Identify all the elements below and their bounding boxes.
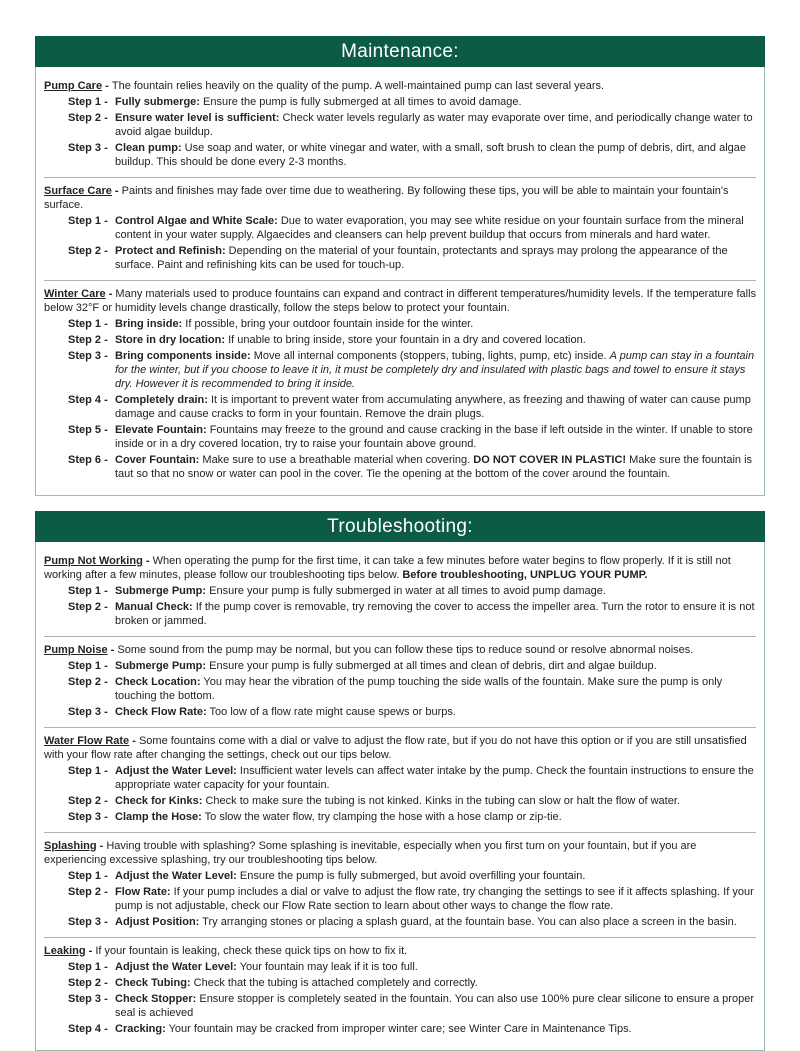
step-text	[115, 317, 756, 331]
step-label: Step 3 -	[68, 350, 108, 362]
group-surface-care	[44, 184, 756, 272]
group-intro	[44, 79, 756, 93]
step-label: Step 3 -	[68, 916, 108, 928]
group-divider	[44, 727, 756, 728]
step-desc: Check water levels regularly as water may evaporate over time, and periodically change water to avoid algae buildup.	[115, 112, 753, 138]
group-heading: Water Flow Rate	[44, 735, 130, 747]
section-title: Maintenance:	[341, 40, 459, 62]
step-label: Step 2 -	[68, 334, 108, 346]
group-leaking	[44, 944, 756, 1036]
step-title: Adjust the Water Level:	[115, 961, 237, 973]
group-divider	[44, 937, 756, 938]
step-desc: Depending on the material of your fountain, protectants and sprays may prolong the appearance of the surface. Paint and refinishing kits can be used for touch-up.	[115, 245, 728, 271]
step-label: Step 2 -	[68, 795, 108, 807]
step-label: Step 2 -	[68, 601, 108, 613]
group-intro	[44, 643, 756, 657]
group-intro	[44, 944, 756, 958]
step-desc: Your fountain may leak if it is too full.	[236, 961, 418, 973]
step-title: Check Location:	[115, 676, 201, 688]
step-title: Cover Fountain:	[115, 454, 200, 466]
step-text	[115, 976, 756, 990]
step-row	[44, 600, 756, 628]
section-title: Troubleshooting:	[327, 515, 473, 537]
step-desc: Move all internal components (stoppers, tubing, lights, pump, etc) inside.	[250, 350, 610, 362]
step-text	[115, 141, 756, 169]
step-label: Step 2 -	[68, 112, 108, 124]
step-desc: Ensure your pump is fully submerged in water at all times to avoid pump damage.	[206, 585, 606, 597]
step-row	[44, 764, 756, 792]
step-row	[44, 705, 756, 719]
step-title: Bring components inside:	[115, 350, 251, 362]
step-title: Store in dry location:	[115, 334, 226, 346]
group-divider	[44, 177, 756, 178]
step-label: Step 1 -	[68, 660, 108, 672]
step-desc: Ensure your pump is fully submerged at all times and clean of debris, dirt and algae buildup.	[206, 660, 657, 672]
step-label: Step 6 -	[68, 454, 108, 466]
step-text	[115, 675, 756, 703]
group-pump-care	[44, 79, 756, 169]
dash-separator: -	[105, 288, 116, 300]
step-text	[115, 705, 756, 719]
maintenance-section	[35, 36, 765, 496]
group-intro	[44, 287, 756, 315]
step-text	[115, 111, 756, 139]
dash-separator: -	[85, 945, 96, 957]
step-title: Submerge Pump:	[115, 660, 207, 672]
group-divider	[44, 636, 756, 637]
group-intro-text: The fountain relies heavily on the quality of the pump. A well-maintained pump can last several years.	[111, 80, 605, 92]
step-label: Step 4 -	[68, 394, 108, 406]
step-desc: Fountains may freeze to the ground and cause cracking in the base if left outside in the winter. If unable to store inside or in a dry covered location, try to raise your fountain above ground.	[115, 424, 753, 450]
step-desc: Insufficient water levels can affect water intake by the pump. Check the fountain instructions to ensure the appropriate water capacity for your fountain.	[115, 765, 754, 791]
step-desc: You may hear the vibration of the pump touching the side walls of the fountain. Make sure the pump is only touching the bottom.	[115, 676, 723, 702]
step-title: Check Flow Rate:	[115, 706, 207, 718]
step-title: Check Stopper:	[115, 993, 197, 1005]
step-label: Step 3 -	[68, 993, 108, 1005]
step-title: Manual Check:	[115, 601, 193, 613]
dash-separator: -	[96, 840, 107, 852]
step-row	[44, 95, 756, 109]
step-text	[115, 423, 756, 451]
step-row	[44, 349, 756, 391]
step-row	[44, 675, 756, 703]
step-desc: Due to water evaporation, you may see white residue on your fountain surface from the mineral content in your water supply. Algaecides and cleansers can help prevent buildup that occurs from minerals and hard water.	[115, 215, 744, 241]
step-label: Step 2 -	[68, 245, 108, 257]
step-row	[44, 214, 756, 242]
step-title: Control Algae and White Scale:	[115, 215, 278, 227]
group-intro-text: When operating the pump for the first time, it can take a few minutes before water begins to flow properly. If it is still not working after a few minutes, please follow our troubleshooting tips below.	[44, 555, 731, 581]
step-text	[115, 244, 756, 272]
step-text	[115, 333, 756, 347]
step-text	[115, 1022, 756, 1036]
group-divider	[44, 832, 756, 833]
step-row	[44, 869, 756, 883]
step-row	[44, 1022, 756, 1036]
group-winter-care	[44, 287, 756, 481]
dash-separator: -	[129, 735, 139, 747]
step-desc: Use soap and water, or white vinegar and water, with a small, soft brush to clean the pump of debris, dirt, and algae buildup. This should be done every 2-3 months.	[115, 142, 746, 168]
step-label: Step 1 -	[68, 585, 108, 597]
step-title: Clean pump:	[115, 142, 182, 154]
group-splashing	[44, 839, 756, 929]
maintenance-title-bar	[35, 36, 765, 67]
dash-separator: -	[111, 185, 122, 197]
group-intro-strong: Before troubleshooting, UNPLUG YOUR PUMP.	[402, 569, 648, 581]
group-heading: Leaking	[44, 945, 86, 957]
step-label: Step 3 -	[68, 706, 108, 718]
step-text	[115, 584, 756, 598]
step-row	[44, 810, 756, 824]
step-desc-tail: Make sure the fountain is taut so that no snow or water can pool in the cover. Tie the opening at the bottom of the cover around the fountain.	[115, 454, 753, 480]
step-label: Step 2 -	[68, 676, 108, 688]
step-label: Step 1 -	[68, 318, 108, 330]
step-desc: Your fountain may be cracked from improper winter care; see Winter Care in Maintenance Tips.	[165, 1023, 632, 1035]
group-water-flow-rate	[44, 734, 756, 824]
step-title: Fully submerge:	[115, 96, 200, 108]
group-divider	[44, 280, 756, 281]
step-text	[115, 214, 756, 242]
step-title: Flow Rate:	[115, 886, 171, 898]
step-title: Clamp the Hose:	[115, 811, 202, 823]
step-title: Completely drain:	[115, 394, 208, 406]
step-desc: If unable to bring inside, store your fountain in a dry and covered location.	[225, 334, 586, 346]
group-heading: Winter Care	[44, 288, 106, 300]
step-desc: To slow the water flow, try clamping the hose with a hose clamp or zip-tie.	[201, 811, 562, 823]
step-row	[44, 453, 756, 481]
troubleshooting-section-body	[35, 542, 765, 1051]
step-title: Protect and Refinish:	[115, 245, 226, 257]
maintenance-section-body	[35, 67, 765, 496]
group-heading: Splashing	[44, 840, 97, 852]
step-text	[115, 885, 756, 913]
step-desc: Ensure the pump is fully submerged, but avoid overfilling your fountain.	[236, 870, 586, 882]
step-desc: Make sure to use a breathable material when covering.	[199, 454, 474, 466]
group-intro-text: Some sound from the pump may be normal, but you can follow these tips to reduce sound or resolve abnormal noises.	[117, 644, 694, 656]
group-heading: Surface Care	[44, 185, 112, 197]
step-label: Step 5 -	[68, 424, 108, 436]
step-text	[115, 659, 756, 673]
step-label: Step 4 -	[68, 1023, 108, 1035]
troubleshooting-section	[35, 511, 765, 1051]
step-title: Adjust the Water Level:	[115, 870, 237, 882]
step-label: Step 3 -	[68, 811, 108, 823]
step-row	[44, 141, 756, 169]
step-title: Check for Kinks:	[115, 795, 203, 807]
step-desc: Ensure stopper is completely seated in the fountain. You can also use 100% pure clear silicone to ensure a proper seal is achieved	[115, 993, 754, 1019]
step-row	[44, 244, 756, 272]
step-label: Step 2 -	[68, 886, 108, 898]
group-intro	[44, 554, 756, 582]
step-desc: If the pump cover is removable, try removing the cover to access the impeller area. Turn the rotor to ensure it is not broken or jammed.	[115, 601, 755, 627]
group-intro-text: Having trouble with splashing? Some splashing is inevitable, especially when you first turn on your fountain, but if you are experiencing excessive splashing, try our troubleshooting tips below.	[44, 840, 697, 866]
step-title: Elevate Fountain:	[115, 424, 207, 436]
step-title: Adjust the Water Level:	[115, 765, 237, 777]
step-label: Step 1 -	[68, 870, 108, 882]
step-desc-strong: DO NOT COVER IN PLASTIC!	[473, 454, 627, 466]
step-label: Step 1 -	[68, 765, 108, 777]
step-row	[44, 333, 756, 347]
step-text	[115, 95, 756, 109]
step-desc-italic: A pump can stay in a fountain for the winter, but if you choose to leave it in, it must be completely dry and insulated with plastic bags and towel to ensure it stays dry. However it is recommended to bring it inside.	[115, 350, 755, 390]
step-row	[44, 423, 756, 451]
group-heading: Pump Care	[44, 80, 103, 92]
step-desc: If possible, bring your outdoor fountain inside for the winter.	[182, 318, 474, 330]
step-desc: Check that the tubing is attached completely and correctly.	[190, 977, 478, 989]
group-pump-noise	[44, 643, 756, 719]
step-title: Adjust Position:	[115, 916, 200, 928]
group-heading: Pump Not Working	[44, 555, 143, 567]
step-desc: If your pump includes a dial or valve to adjust the flow rate, try changing the settings to see if it affects splashing. If your pump is not adjustable, check our Flow Rate section to learn about other ways to change the flow rate.	[115, 886, 754, 912]
step-row	[44, 317, 756, 331]
step-title: Bring inside:	[115, 318, 183, 330]
group-intro-text: Many materials used to produce fountains can expand and contract in different temperatures/humidity levels. If the temperature falls below 32°F or humidity levels change drastically, follow the steps below to protect your fountain.	[44, 288, 757, 314]
step-row	[44, 659, 756, 673]
step-desc: Check to make sure the tubing is not kinked. Kinks in the tubing can slow or halt the flow of water.	[202, 795, 680, 807]
step-text	[115, 960, 756, 974]
group-intro-text: Some fountains come with a dial or valve to adjust the flow rate, but if you do not have this option or if you are still unsatisfied with your flow rate after changing the settings, check out our tips below.	[44, 735, 747, 761]
troubleshooting-title-bar	[35, 511, 765, 542]
step-desc: It is important to prevent water from accumulating anywhere, as freezing and thawing of water can cause pump damage and cause cracks to form in your fountain. Remove the drain plugs.	[115, 394, 751, 420]
group-intro-text: Paints and finishes may fade over time due to weathering. By following these tips, you will be able to maintain your fountain's surface.	[44, 185, 729, 211]
dash-separator: -	[102, 80, 112, 92]
step-label: Step 2 -	[68, 977, 108, 989]
step-title: Submerge Pump:	[115, 585, 207, 597]
step-row	[44, 393, 756, 421]
step-label: Step 1 -	[68, 96, 108, 108]
group-pump-not-working	[44, 554, 756, 628]
step-row	[44, 976, 756, 990]
step-label: Step 1 -	[68, 961, 108, 973]
step-row	[44, 794, 756, 808]
step-row	[44, 992, 756, 1020]
step-title: Cracking:	[115, 1023, 166, 1035]
group-intro	[44, 734, 756, 762]
step-text	[115, 453, 756, 481]
dash-separator: -	[142, 555, 153, 567]
step-text	[115, 393, 756, 421]
group-heading: Pump Noise	[44, 644, 108, 656]
step-text	[115, 915, 756, 929]
step-row	[44, 915, 756, 929]
group-intro-text: If your fountain is leaking, check these quick tips on how to fix it.	[95, 945, 408, 957]
step-row	[44, 584, 756, 598]
step-row	[44, 960, 756, 974]
step-desc: Ensure the pump is fully submerged at all times to avoid damage.	[199, 96, 522, 108]
step-text	[115, 349, 756, 391]
dash-separator: -	[107, 644, 118, 656]
step-title: Ensure water level is sufficient:	[115, 112, 280, 124]
group-intro	[44, 184, 756, 212]
step-text	[115, 794, 756, 808]
step-label: Step 1 -	[68, 215, 108, 227]
step-text	[115, 992, 756, 1020]
step-row	[44, 885, 756, 913]
step-desc: Too low of a flow rate might cause spews or burps.	[206, 706, 456, 718]
step-text	[115, 600, 756, 628]
step-desc: Try arranging stones or placing a splash guard, at the fountain base. You can also place a screen in the basin.	[199, 916, 737, 928]
step-text	[115, 764, 756, 792]
step-label: Step 3 -	[68, 142, 108, 154]
group-intro	[44, 839, 756, 867]
step-row	[44, 111, 756, 139]
step-title: Check Tubing:	[115, 977, 191, 989]
step-text	[115, 869, 756, 883]
step-text	[115, 810, 756, 824]
